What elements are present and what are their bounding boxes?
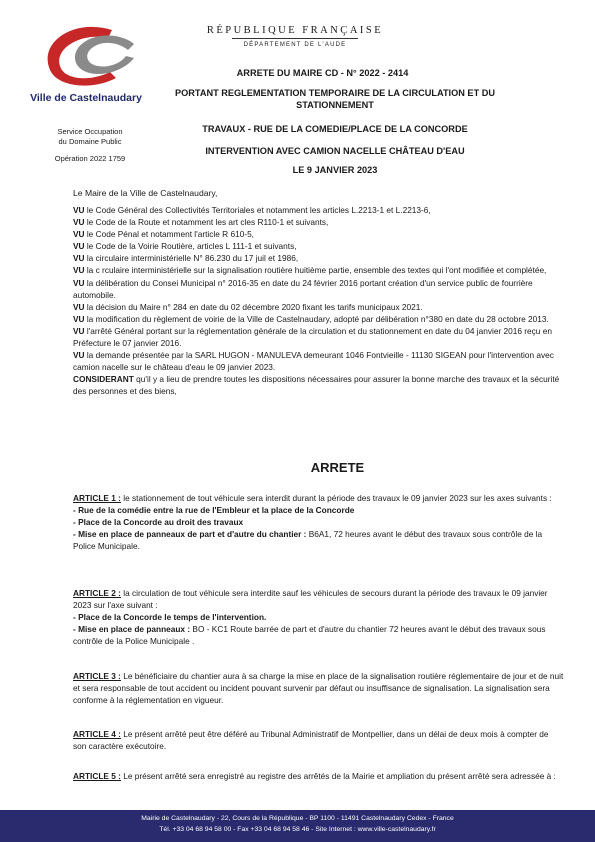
objet-line1: PORTANT REGLEMENTATION TEMPORAIRE DE LA CIRCULATION ET DU [174,88,495,98]
city-logo [34,22,144,90]
article-line: - Place de la Concorde au droit des travaux [73,517,244,527]
article-4: ARTICLE 4 : Le présent arrêté peut être déféré au Tribunal Administratif de Montpellier, dans un délai de deux mois à compter de son caractère exécutoire. [73,729,549,751]
visa-item: VU la c rculaire interministérielle sur la signalisation routière huitième partie, ensemble des textes qui l'ont modifiée et complétée, [73,265,547,276]
article-3: ARTICLE 3 : Le bénéficiaire du chantier aura à sa charge la mise en place de la signalisation routière réglementaire de jour et de nuit et sera responsable de tout accident ou incident pouvant survenir par défaut ou insuffisance de signalisation. La signalisation sera conforme à la réglementation en vigueur. [73,671,564,705]
article-line: - Rue de la comédie entre la rue de l'Embleur et la place de la Concorde [73,505,355,515]
arrete-objet [150,87,520,111]
article-label: ARTICLE 5 : [73,771,121,781]
visa-item: VU l'arrêté Général portant sur la réglementation générale de la circulation et du stationnement en date du 04 janvier 2016 reçu en Préfecture le 07 janvier 2016. [73,325,552,349]
footer-contact: Tél. +33 04 68 94 58 00 - Fax +33 04 68 94 58 46 - Site Internet : www.ville-castelnaudary.fr [159,826,436,833]
service-line1: Service Occupation [57,127,123,136]
article-5: ARTICLE 5 : Le présent arrêté sera enregistré au registre des arrêtés de la Mairie et ampliation du présent arrêté sera adressée à : [73,771,556,781]
visa-item: VU la modification du règlement de voirie de la Ville de Castelnaudary, adopté par délibération n°380 en date du 28 octobre 2013. [73,313,549,324]
visa-item: VU le Code Pénal et notamment l'article R 610-5, [73,229,254,240]
service-label [30,127,150,147]
visas-list [73,204,564,398]
visa-item: VU le Code Général des Collectivités Territoriales et notamment les articles L.2213-1 et L.2213-6, [73,205,431,215]
article-label: ARTICLE 3 : [73,671,121,681]
article-1: ARTICLE 1 : le stationnement de tout véhicule sera interdit durant la période des travaux le 09 janvier 2023 sur les axes suivants : - Rue de la comédie entre la rue de l'Embleur et la place de la Concorde - Place de la Concorde au droit des travaux - Mise en place de panneaux de part et d'autre du chantier : B6A1, 72 heures avant le début des travaux sous contrôle de la Police Municipale. [73,492,564,552]
visa-item: VU le Code de la Route et notamment les art cles R110-1 et suivants, [73,217,329,228]
arrete-heading: ARRETE [310,460,365,475]
visa-item: VU le Code de la Voirie Routière, articles L 111-1 et suivants, [73,241,297,252]
departement: DÉPARTEMENT DE L'AUDE [243,42,347,48]
visa-item: VU la délibération du Consei Municipal n° 2016-35 en date du 24 février 2016 portant création d'un service public de fourrière automobile. [73,277,533,300]
visa-item: VU la demande présentée par la SARL HUGON - MANULEVA demeurant 1046 Fontvieille - 11130 SIGEAN pour l'intervention avec camion nacelle sur le château d'eau le 09 janvier 2023. [73,350,554,373]
service-line2: du Domaine Public [58,137,122,146]
republique-francaise: RÉPUBLIQUE FRANÇAISE [206,25,384,36]
visa-item: VU la décision du Maire n° 284 en date du 02 décembre 2020 fixant les tarifs municipaux 2021. [73,301,423,312]
header-divider [232,38,358,39]
logo-gray-arc [75,35,134,74]
article-2: ARTICLE 2 : la circulation de tout véhicule sera interdite sauf les véhicules de secours durant la période des travaux le 09 janvier 2023 sur l'axe suivant : - Place de la Concorde le temps de l'intervention. - Mise en place de panneaux : BO - KC1 Route barrée de part et d'autre du chantier 72 heures avant le début des travaux sous contrôle de la Police Municipale . [73,587,564,647]
travaux-location: TRAVAUX - RUE DE LA COMEDIE/PLACE DE LA CONCORDE [202,124,468,134]
maire-intro: Le Maire de la Ville de Castelnaudary, [73,188,218,198]
footer-address: Mairie de Castelnaudary - 22, Cours de la République - BP 1100 - 11491 Castelnaudary Cedex - France [141,815,454,822]
article-line: - Place de la Concorde le temps de l'intervention. [73,612,267,622]
visa-item: VU la circulaire interministérielle N° 86.230 du 17 juil et 1986, [73,253,299,264]
article-label: ARTICLE 1 : [73,493,121,503]
arrete-date: LE 9 JANVIER 2023 [292,165,378,175]
objet-line2: STATIONNEMENT [296,100,374,110]
operation-number: Opération 2022 1759 [54,154,126,163]
intervention-title: INTERVENTION AVEC CAMION NACELLE CHÂTEAU D'EAU [205,146,465,156]
arrete-number: ARRETE DU MAIRE CD - N° 2022 - 2414 [236,68,409,78]
city-name: Ville de Castelnaudary [30,92,142,104]
considerant-item: CONSIDERANT qu'il y a lieu de prendre toutes les dispositions nécessaires pour assurer la bonne marche des travaux et la sécurité des personnes et des biens, [73,374,560,397]
article-label: ARTICLE 4 : [73,729,121,739]
article-label: ARTICLE 2 : [73,588,121,598]
